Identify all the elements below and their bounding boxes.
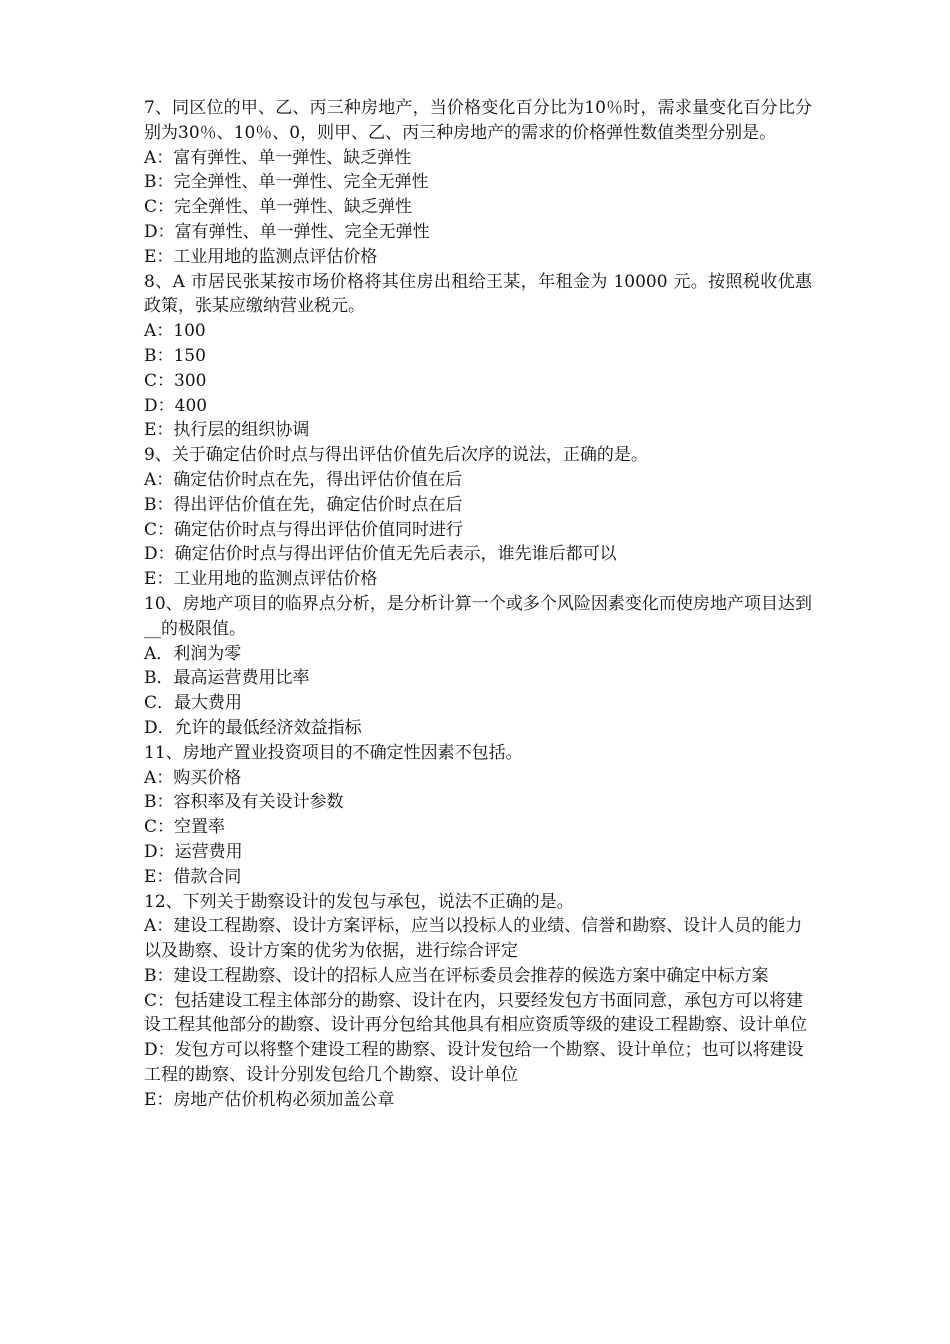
option-d: D：400 [144, 395, 208, 416]
option-b: B：容积率及有关设计参数 [144, 792, 344, 813]
question-text: 7、同区位的甲、乙、丙三种房地产，当价格变化百分比为10％时，需求量变化百分比分别为30％、10％、0，则甲、乙、丙三种房地产的需求的价格弹性数值类型分别是。 [144, 98, 812, 143]
option-e: E：房地产估价机构必须加盖公章 [144, 1089, 395, 1110]
option-c: C：确定估价时点与得出评估价值同时进行 [144, 519, 464, 540]
option-d: D：运营费用 [144, 841, 243, 862]
option-a: A：购买价格 [144, 767, 242, 788]
document-page [144, 96, 812, 1113]
question-12 [144, 890, 812, 1113]
question-7 [144, 96, 812, 270]
option-b: B：150 [144, 345, 206, 366]
option-e: E：工业用地的监测点评估价格 [144, 569, 378, 590]
option-c: C：完全弹性、单一弹性、缺乏弹性 [144, 197, 413, 218]
option-d: D：发包方可以将整个建设工程的勘察、设计发包给一个勘察、设计单位；也可以将建设工程的勘察、设计分别发包给几个勘察、设计单位 [144, 1040, 804, 1086]
question-text: 10、房地产项目的临界点分析，是分析计算一个或多个风险因素变化而使房地产项目达到__的极限值。 [144, 593, 812, 639]
option-d: D：确定估价时点与得出评估价值无先后表示，谁先谁后都可以 [144, 544, 617, 565]
option-e: E：工业用地的监测点评估价格 [144, 246, 378, 267]
option-d: D：富有弹性、单一弹性、完全无弹性 [144, 221, 430, 242]
option-d: D．允许的最低经济效益指标 [144, 717, 362, 738]
question-9 [144, 443, 812, 592]
question-text: 12、下列关于勘察设计的发包与承包，说法不正确的是。 [144, 891, 574, 912]
question-10 [144, 592, 812, 741]
option-c: C：包括建设工程主体部分的勘察、设计在内，只要经发包方书面同意，承包方可以将建设工程其他部分的勘察、设计再分包给其他具有相应资质等级的建设工程勘察、设计单位 [144, 990, 807, 1036]
option-c: C．最大费用 [144, 693, 243, 714]
option-b: B：建设工程勘察、设计的招标人应当在评标委员会推荐的候选方案中确定中标方案 [144, 965, 769, 986]
option-b: B：完全弹性、单一弹性、完全无弹性 [144, 172, 429, 193]
option-a: A：建设工程勘察、设计方案评标，应当以投标人的业绩、信誉和勘察、设计人员的能力以及勘察、设计方案的优劣为依据，进行综合评定 [144, 916, 803, 962]
option-a: A．利润为零 [144, 643, 242, 664]
question-11 [144, 741, 812, 890]
option-a: A：富有弹性、单一弹性、缺乏弹性 [144, 147, 412, 168]
question-8 [144, 270, 812, 444]
option-a: A：100 [144, 321, 206, 342]
question-text: 8、A 市居民张某按市场价格将其住房出租给王某，年租金为 10000 元。按照税收优惠政策，张某应缴纳营业税元。 [144, 271, 812, 317]
question-text: 11、房地产置业投资项目的不确定性因素不包括。 [144, 742, 523, 763]
question-text: 9、关于确定估价时点与得出评估价值先后次序的说法，正确的是。 [144, 445, 648, 466]
option-a: A：确定估价时点在先，得出评估价值在后 [144, 469, 463, 490]
option-e: E：借款合同 [144, 866, 242, 887]
option-b: B：得出评估价值在先，确定估价时点在后 [144, 494, 463, 515]
option-c: C：空置率 [144, 817, 226, 838]
option-b: B．最高运营费用比率 [144, 668, 310, 689]
option-e: E：执行层的组织协调 [144, 420, 310, 441]
option-c: C：300 [144, 370, 207, 391]
